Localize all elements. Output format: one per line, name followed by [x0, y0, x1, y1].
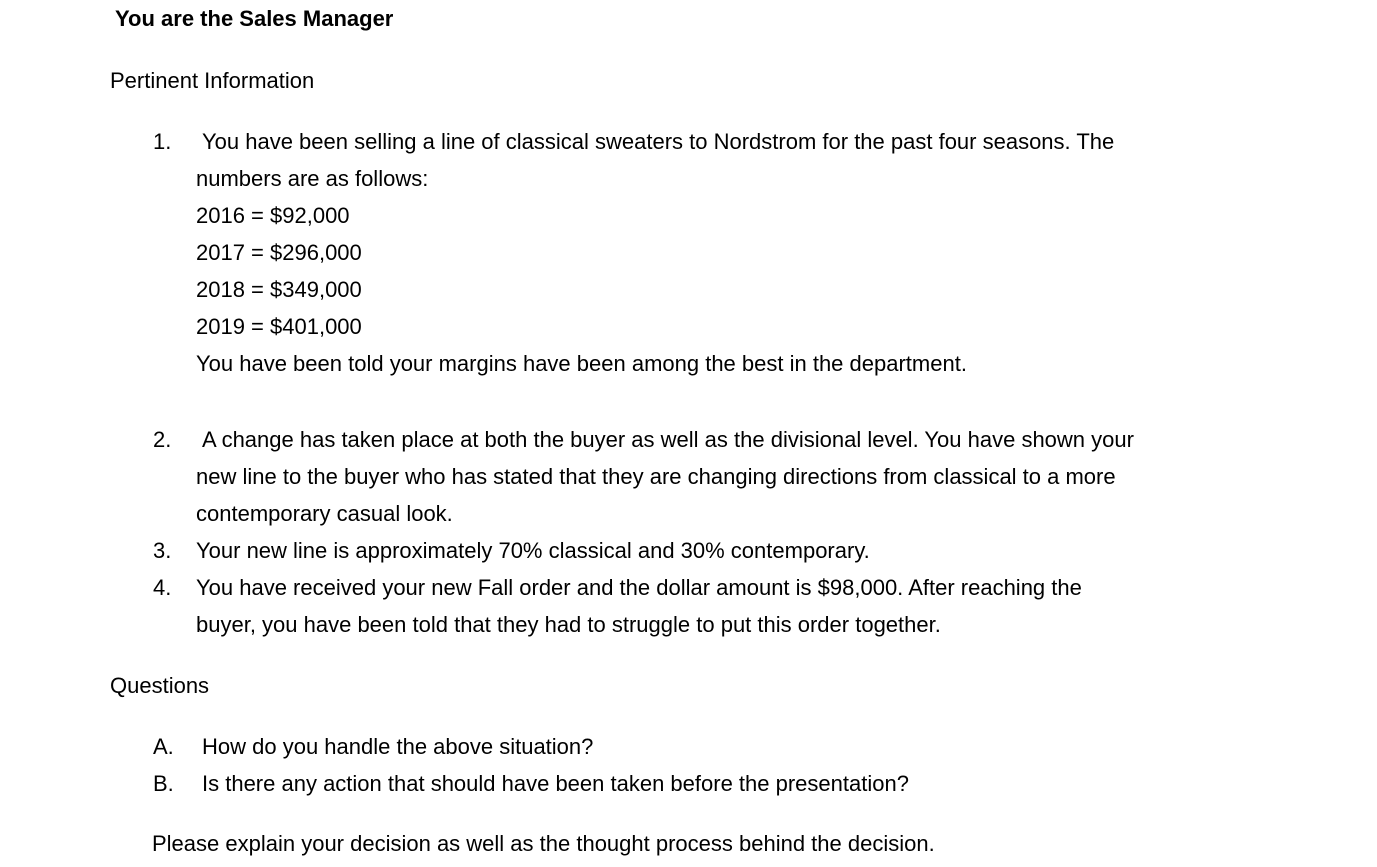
list-item-number: 3.: [153, 538, 172, 563]
question-letter: A.: [153, 734, 174, 759]
list-item-line: You have been told your margins have been among the best in the department.: [196, 351, 967, 376]
question-text: How do you handle the above situation?: [202, 734, 594, 759]
list-item-line: You have been selling a line of classical sweaters to Nordstrom for the past four seasons. The: [202, 129, 1115, 154]
list-item-line: contemporary casual look.: [196, 501, 453, 526]
list-item-line: Your new line is approximately 70% classical and 30% contemporary.: [196, 538, 870, 563]
list-item-line: A change has taken place at both the buyer as well as the divisional level. You have shown your: [202, 427, 1134, 452]
sales-figure-2019: 2019 = $401,000: [196, 314, 362, 339]
question-letter: B.: [153, 771, 174, 796]
sales-figure-2018: 2018 = $349,000: [196, 277, 362, 302]
questions-heading: Questions: [110, 673, 210, 698]
sales-figure-2016: 2016 = $92,000: [196, 203, 350, 228]
list-item-number: 2.: [153, 427, 172, 452]
list-item-line: numbers are as follows:: [196, 166, 429, 191]
list-item-number: 4.: [153, 575, 172, 600]
closing-instruction: Please explain your decision as well as the thought process behind the decision.: [152, 831, 935, 856]
list-item-line: You have received your new Fall order and the dollar amount is $98,000. After reaching the: [196, 575, 1082, 600]
pertinent-heading: Pertinent Information: [110, 68, 315, 93]
list-item-number: 1.: [153, 129, 172, 154]
document-title: You are the Sales Manager: [115, 6, 394, 31]
question-text: Is there any action that should have been taken before the presentation?: [202, 771, 909, 796]
list-item-line: new line to the buyer who has stated that they are changing directions from classical to a more: [196, 464, 1116, 489]
list-item-line: buyer, you have been told that they had to struggle to put this order together.: [196, 612, 941, 637]
sales-figure-2017: 2017 = $296,000: [196, 240, 362, 265]
